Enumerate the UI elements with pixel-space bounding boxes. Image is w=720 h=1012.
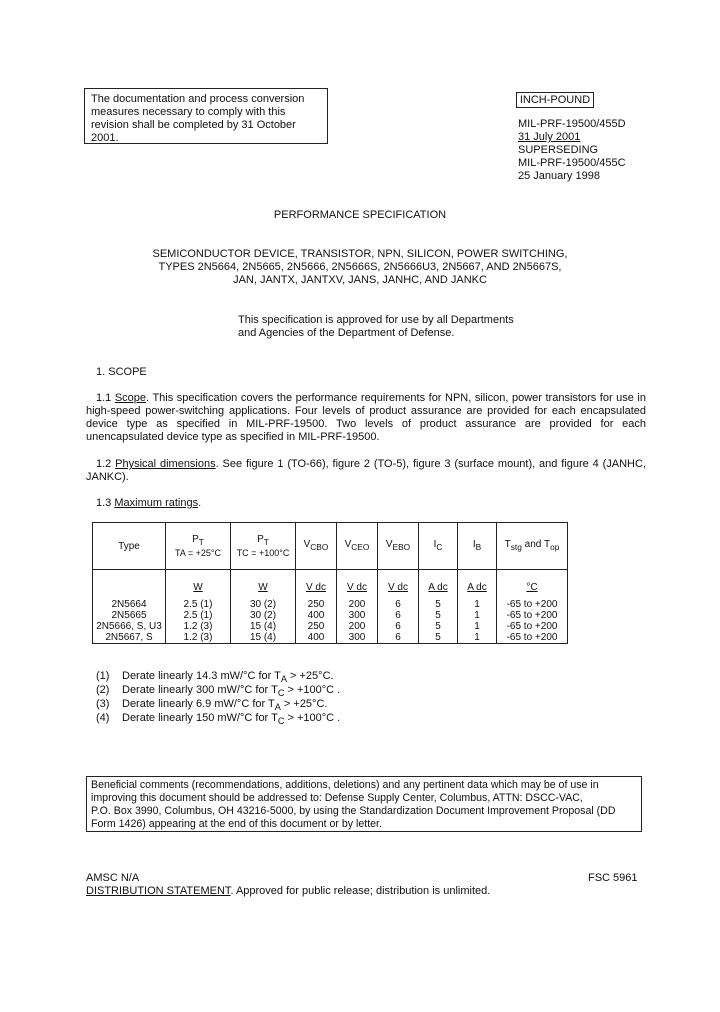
header-vebo: $V_{EBO}$ — [378, 523, 419, 570]
para-number: 1.3 — [96, 497, 115, 509]
old-doc-number: MIL-PRF-19500/455C — [518, 157, 626, 169]
table-units-row — [93, 570, 568, 596]
paragraph-1-2 — [86, 458, 646, 484]
table-row: 2N5664 2.5 (1) 30 (2) 250 200 6 5 1 -65 to +200 — [93, 599, 568, 610]
distribution-statement — [86, 885, 490, 898]
unit-cell: W — [231, 570, 296, 596]
unit-cell: W — [166, 570, 231, 596]
maximum-ratings-table — [92, 522, 568, 644]
distribution-text: . Approved for public release; distribution is unlimited. — [230, 885, 491, 897]
superseding-label: SUPERSEDING — [518, 144, 599, 156]
header-vceo: $V_{CEO}$ — [337, 523, 378, 570]
note-line: The documentation and process conversion — [91, 93, 305, 105]
table-row: 2N5665 2.5 (1) 30 (2) 400 300 6 5 1 -65 to +200 — [93, 610, 568, 621]
unit-cell: A dc — [458, 570, 497, 596]
comment-line: P.O. Box 3990, Columbus, OH 43216-5000, by using the Standardization Document Improvement Proposal (DD — [91, 805, 616, 817]
note-line: revision shall be completed by 31 October 2001. — [91, 119, 296, 144]
paragraph-1-1 — [86, 392, 646, 444]
note-item: (1) Derate linearly 14.3 mW/°C for $T_A > +25^\circ C$. — [96, 670, 334, 685]
doc-date: 31 July 2001 — [518, 131, 581, 143]
amsc-label: AMSC N/A — [86, 872, 140, 884]
para-text: . — [198, 497, 202, 509]
approval-statement — [238, 314, 538, 340]
header-vcbo: $V_{CBO}$ — [296, 523, 337, 570]
performance-spec-heading: PERFORMANCE SPECIFICATION — [273, 209, 447, 221]
header-pt-tc: $P_T$ TC = +100°C — [231, 523, 296, 570]
header-pt-ta: $P_T$ TA = +25°C — [166, 523, 231, 570]
unit-cell: A dc — [419, 570, 458, 596]
note-line: measures necessary to comply with this — [91, 106, 286, 118]
paragraph-1-3 — [86, 497, 646, 510]
old-doc-date: 25 January 1998 — [518, 170, 600, 182]
comment-line: Form 1426) appearing at the end of this document or by letter. — [91, 818, 382, 830]
title-line: JAN, JANTX, JANTXV, JANS, JANHC, AND JANKC — [233, 274, 487, 286]
para-number: 1.2 — [96, 458, 116, 470]
doc-number: MIL-PRF-19500/455D — [518, 118, 626, 130]
document-title — [0, 248, 720, 287]
table-row: 2N5666, S, U3 1.2 (3) 15 (4) 250 200 6 5 1 -65 to +200 — [93, 621, 568, 632]
derating-notes — [96, 670, 340, 726]
approval-line: and Agencies of the Department of Defense. — [238, 327, 455, 339]
beneficial-comments-box — [86, 776, 642, 832]
table-row: 2N5667, S 1.2 (3) 15 (4) 400 300 6 5 1 -65 to +200 — [93, 632, 568, 644]
note-item: (3) Derate linearly 6.9 mW/°C for $T_A > +25^\circ C$. — [96, 698, 328, 713]
unit-cell: °C — [497, 570, 568, 596]
fsc-label: FSC 5961 — [588, 872, 638, 884]
title-line: SEMICONDUCTOR DEVICE, TRANSISTOR, NPN, SILICON, POWER SWITCHING, — [152, 248, 568, 260]
header-ic: $I_C$ — [419, 523, 458, 570]
header-type: Type — [93, 523, 166, 570]
para-title: Physical dimensions — [115, 458, 216, 470]
comment-line: Beneficial comments (recommendations, additions, deletions) and any pertinent data which may be of use in — [91, 779, 599, 791]
approval-line: This specification is approved for use by all Departments — [238, 314, 514, 326]
para-title: Scope — [114, 392, 147, 404]
inch-pound-label: INCH-POUND — [516, 92, 594, 108]
note-item: (4) Derate linearly 150 mW/°C for $T_C > +100^\circ C$ . — [96, 712, 341, 727]
conversion-note-box — [84, 88, 328, 144]
para-number: 1.1 — [96, 392, 115, 404]
header-ib: $I_B$ — [458, 523, 497, 570]
document-identifier-block — [518, 118, 668, 183]
title-line: TYPES 2N5664, 2N5665, 2N5666, 2N5666S, 2N5666U3, 2N5667, AND 2N5667S, — [158, 261, 562, 273]
header-temp: $T_{stg}$ and $T_{op}$ — [497, 523, 568, 570]
para-text: . This specification covers the performance requirements for NPN, silicon, power transistors for use in high-speed power-switching applications. Four levels of product assurance are provided for each encapsulated device type as specified in MIL-PRF-19500. Two levels of product assurance are provided for each unencapsulated device type as specified in MIL-PRF-19500. — [86, 392, 646, 443]
distribution-label: DISTRIBUTION STATEMENT — [86, 885, 231, 897]
unit-cell: V dc — [296, 570, 337, 596]
para-text: . See figure 1 (TO-66), figure 2 (TO-5), figure 3 (surface mount), and figure 4 (JANHC, JANKC). — [86, 458, 647, 483]
unit-cell: V dc — [337, 570, 378, 596]
scope-heading: 1. SCOPE — [96, 366, 147, 378]
comment-line: improving this document should be addressed to: Defense Supply Center, Columbus, ATTN: DSCC-VAC, — [91, 792, 583, 804]
para-title: Maximum ratings — [114, 497, 199, 509]
unit-cell: V dc — [378, 570, 419, 596]
note-item: (2) Derate linearly 300 mW/°C for $T_C > +100^\circ C$ . — [96, 684, 341, 699]
table-header-row — [93, 523, 568, 570]
